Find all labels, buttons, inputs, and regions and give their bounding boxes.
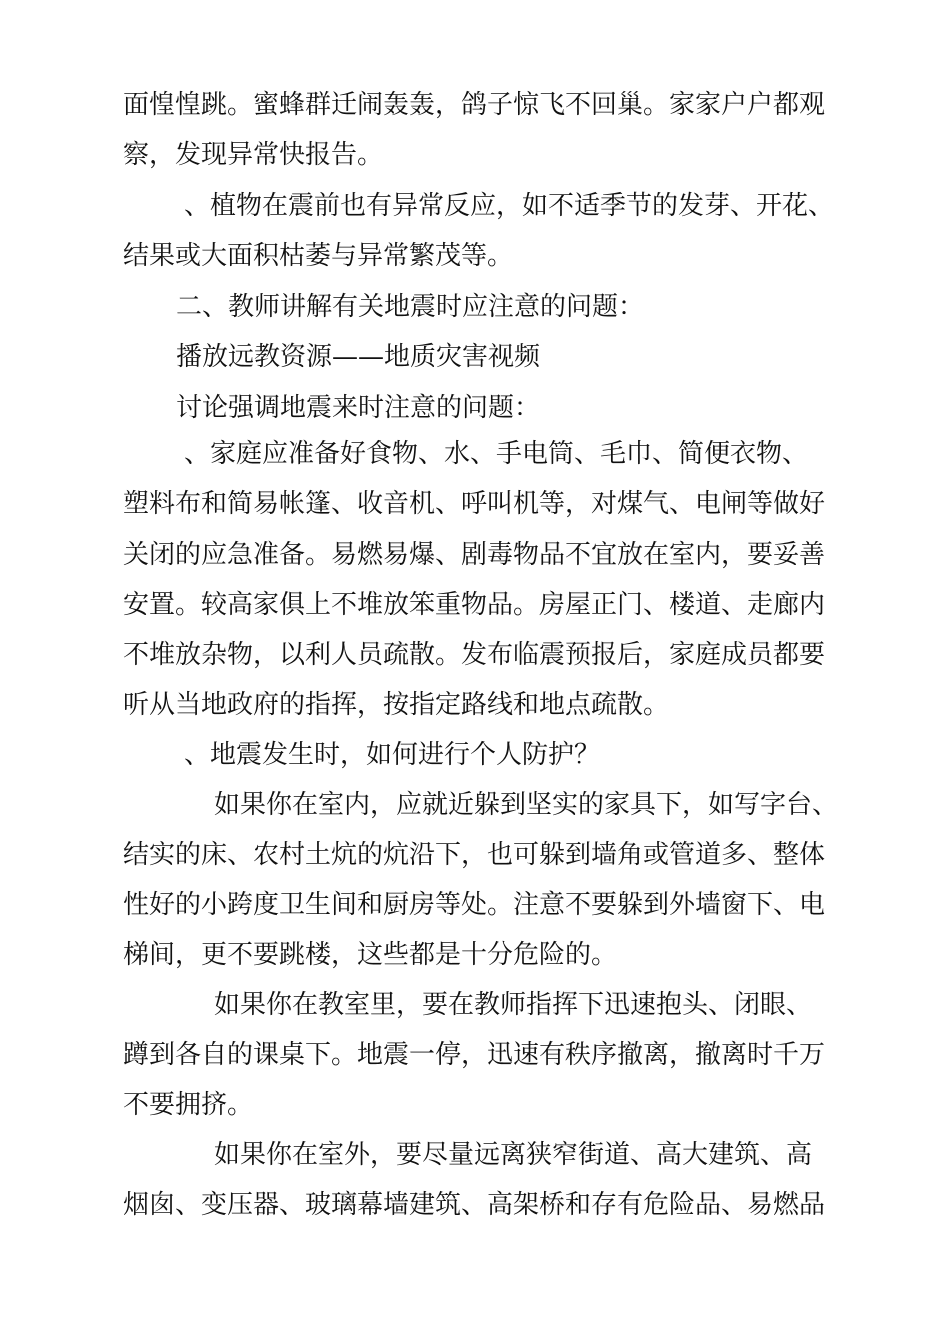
text-line: 二、教师讲解有关地震时应注意的问题： <box>176 292 645 322</box>
text-line: 如果你在室内，应就近躲到坚实的家具下，如写字台、 <box>214 790 839 820</box>
text-line: 性好的小跨度卫生间和厨房等处。注意不要躲到外墙窗下、电 <box>123 890 826 920</box>
text-line: 塑料布和简易帐篷、收音机、呼叫机等，对煤气、电闸等做好 <box>123 489 826 519</box>
text-line: 结实的床、农村土炕的炕沿下，也可躲到墙角或管道多、整体 <box>123 840 826 870</box>
text-line: 蹲到各自的课桌下。地震一停，迅速有秩序撤离，撤离时千万 <box>123 1040 826 1070</box>
text-line: 察，发现异常快报告。 <box>123 140 384 170</box>
text-line: 听从当地政府的指挥，按指定路线和地点疏散。 <box>123 690 670 720</box>
text-line: 关闭的应急准备。易燃易爆、剧毒物品不宜放在室内，要妥善 <box>123 540 826 570</box>
text-line: 面惶惶跳。蜜蜂群迁闹轰轰，鸽子惊飞不回巢。家家户户都观 <box>123 90 826 120</box>
text-line: 如果你在教室里，要在教师指挥下迅速抱头、闭眼、 <box>214 990 813 1020</box>
text-line: 如果你在室外，要尽量远离狭窄街道、高大建筑、高 <box>214 1140 813 1170</box>
text-line: 播放远教资源——地质灾害视频 <box>176 342 541 372</box>
text-line: 梯间，更不要跳楼，这些都是十分危险的。 <box>123 940 618 970</box>
text-line: 结果或大面积枯萎与异常繁茂等。 <box>123 241 514 271</box>
text-line: 烟囱、变压器、玻璃幕墙建筑、高架桥和存有危险品、易燃品 <box>123 1190 826 1220</box>
text-line: 安置。较高家俱上不堆放笨重物品。房屋正门、楼道、走廊内 <box>123 590 826 620</box>
text-line: 、家庭应准备好食物、水、手电筒、毛巾、简便衣物、 <box>184 439 809 469</box>
text-line: 不堆放杂物，以利人员疏散。发布临震预报后，家庭成员都要 <box>123 640 826 670</box>
text-line: 讨论强调地震来时注意的问题： <box>176 393 541 423</box>
text-line: 、植物在震前也有异常反应，如不适季节的发芽、开花、 <box>184 191 835 221</box>
text-line: 不要拥挤。 <box>123 1090 254 1120</box>
text-line: 、地震发生时，如何进行个人防护？ <box>184 740 601 770</box>
